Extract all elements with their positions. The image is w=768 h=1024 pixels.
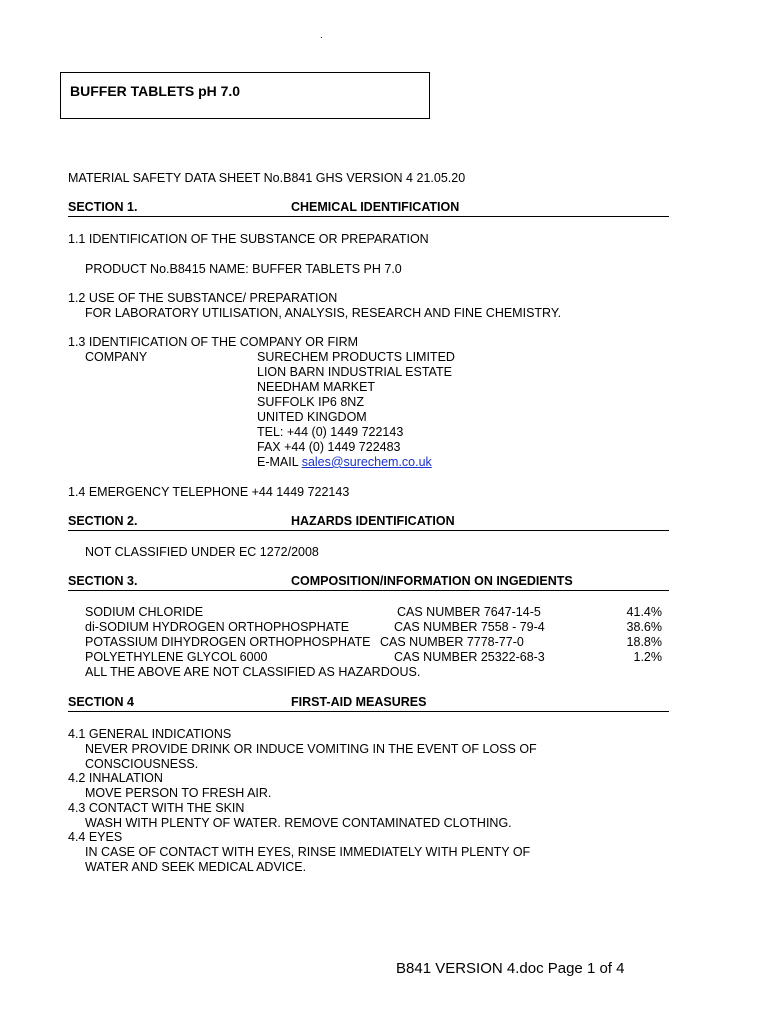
- email-line: [257, 455, 432, 470]
- section-1-4: 1.4 EMERGENCY TELEPHONE +44 1449 722143: [68, 485, 350, 499]
- product-line: PRODUCT No.B8415 NAME: BUFFER TABLETS PH 7.0: [85, 262, 402, 276]
- section-3-note: ALL THE ABOVE ARE NOT CLASSIFIED AS HAZARDOUS.: [85, 665, 421, 679]
- page-footer: B841 VERSION 4.doc Page 1 of 4: [396, 960, 625, 977]
- address-line: UNITED KINGDOM: [257, 410, 367, 424]
- section-4-rule: [68, 711, 669, 712]
- section-4-heading: FIRST-AID MEASURES: [291, 695, 427, 709]
- section-4-label: SECTION 4: [68, 695, 134, 709]
- section-1-heading: CHEMICAL IDENTIFICATION: [291, 200, 460, 214]
- ingredient-name: di-SODIUM HYDROGEN ORTHOPHOSPHATE: [85, 620, 350, 634]
- ingredient-cas: CAS NUMBER 7647-14-5: [397, 605, 541, 619]
- email-label: E-MAIL: [257, 455, 302, 469]
- section-2-rule: [68, 530, 669, 531]
- subsection-heading: 4.2 INHALATION: [68, 771, 163, 785]
- ingredient-name: POTASSIUM DIHYDROGEN ORTHOPHOSPHATE: [85, 635, 371, 649]
- section-2-text: NOT CLASSIFIED UNDER EC 1272/2008: [85, 545, 319, 559]
- first-aid-text: MOVE PERSON TO FRESH AIR.: [85, 786, 272, 800]
- first-aid-text: IN CASE OF CONTACT WITH EYES, RINSE IMMEDIATELY WITH PLENTY OF: [85, 845, 531, 859]
- subsection-heading: 4.4 EYES: [68, 830, 123, 844]
- first-aid-text: WATER AND SEEK MEDICAL ADVICE.: [85, 860, 307, 874]
- ingredient-percent: 18.8%: [626, 635, 662, 649]
- ingredient-cas: CAS NUMBER 7778-77-0: [380, 635, 524, 649]
- company-label: COMPANY: [85, 350, 148, 364]
- title-box: [60, 72, 430, 119]
- section-1-1: 1.1 IDENTIFICATION OF THE SUBSTANCE OR PREPARATION: [68, 232, 429, 246]
- msds-header-line: MATERIAL SAFETY DATA SHEET No.B841 GHS VERSION 4 21.05.20: [68, 171, 466, 185]
- use-text: FOR LABORATORY UTILISATION, ANALYSIS, RESEARCH AND FINE CHEMISTRY.: [85, 306, 562, 320]
- ingredient-percent: 41.4%: [626, 605, 662, 619]
- section-3-rule: [68, 590, 669, 591]
- first-aid-text: WASH WITH PLENTY OF WATER. REMOVE CONTAMINATED CLOTHING.: [85, 816, 512, 830]
- section-2-heading: HAZARDS IDENTIFICATION: [291, 514, 455, 528]
- section-1-2: 1.2 USE OF THE SUBSTANCE/ PREPARATION: [68, 291, 338, 305]
- ingredient-cas: CAS NUMBER 25322-68-3: [394, 650, 545, 664]
- ingredient-percent: 1.2%: [633, 650, 662, 664]
- document-title: BUFFER TABLETS pH 7.0: [70, 83, 241, 99]
- subsection-heading: 4.1 GENERAL INDICATIONS: [68, 727, 232, 741]
- address-line: LION BARN INDUSTRIAL ESTATE: [257, 365, 452, 379]
- address-line: NEEDHAM MARKET: [257, 380, 376, 394]
- section-1-rule: [68, 216, 669, 217]
- top-mark: .: [320, 30, 323, 41]
- fax-line: FAX +44 (0) 1449 722483: [257, 440, 401, 454]
- ingredient-percent: 38.6%: [626, 620, 662, 634]
- email-link[interactable]: sales@surechem.co.uk: [301, 455, 432, 469]
- ingredient-cas: CAS NUMBER 7558 - 79-4: [394, 620, 545, 634]
- first-aid-text: NEVER PROVIDE DRINK OR INDUCE VOMITING IN THE EVENT OF LOSS OF: [85, 742, 537, 756]
- section-3-heading: COMPOSITION/INFORMATION ON INGEDIENTS: [291, 574, 573, 588]
- subsection-heading: 4.3 CONTACT WITH THE SKIN: [68, 801, 245, 815]
- telephone-line: TEL: +44 (0) 1449 722143: [257, 425, 404, 439]
- section-1-3: 1.3 IDENTIFICATION OF THE COMPANY OR FIRM: [68, 335, 359, 349]
- address-line: SUFFOLK IP6 8NZ: [257, 395, 364, 409]
- section-3-label: SECTION 3.: [68, 574, 138, 588]
- section-1-label: SECTION 1.: [68, 200, 138, 214]
- address-line: SURECHEM PRODUCTS LIMITED: [257, 350, 455, 364]
- ingredient-name: POLYETHYLENE GLYCOL 6000: [85, 650, 268, 664]
- section-2-label: SECTION 2.: [68, 514, 138, 528]
- first-aid-text: CONSCIOUSNESS.: [85, 757, 199, 771]
- ingredient-name: SODIUM CHLORIDE: [85, 605, 204, 619]
